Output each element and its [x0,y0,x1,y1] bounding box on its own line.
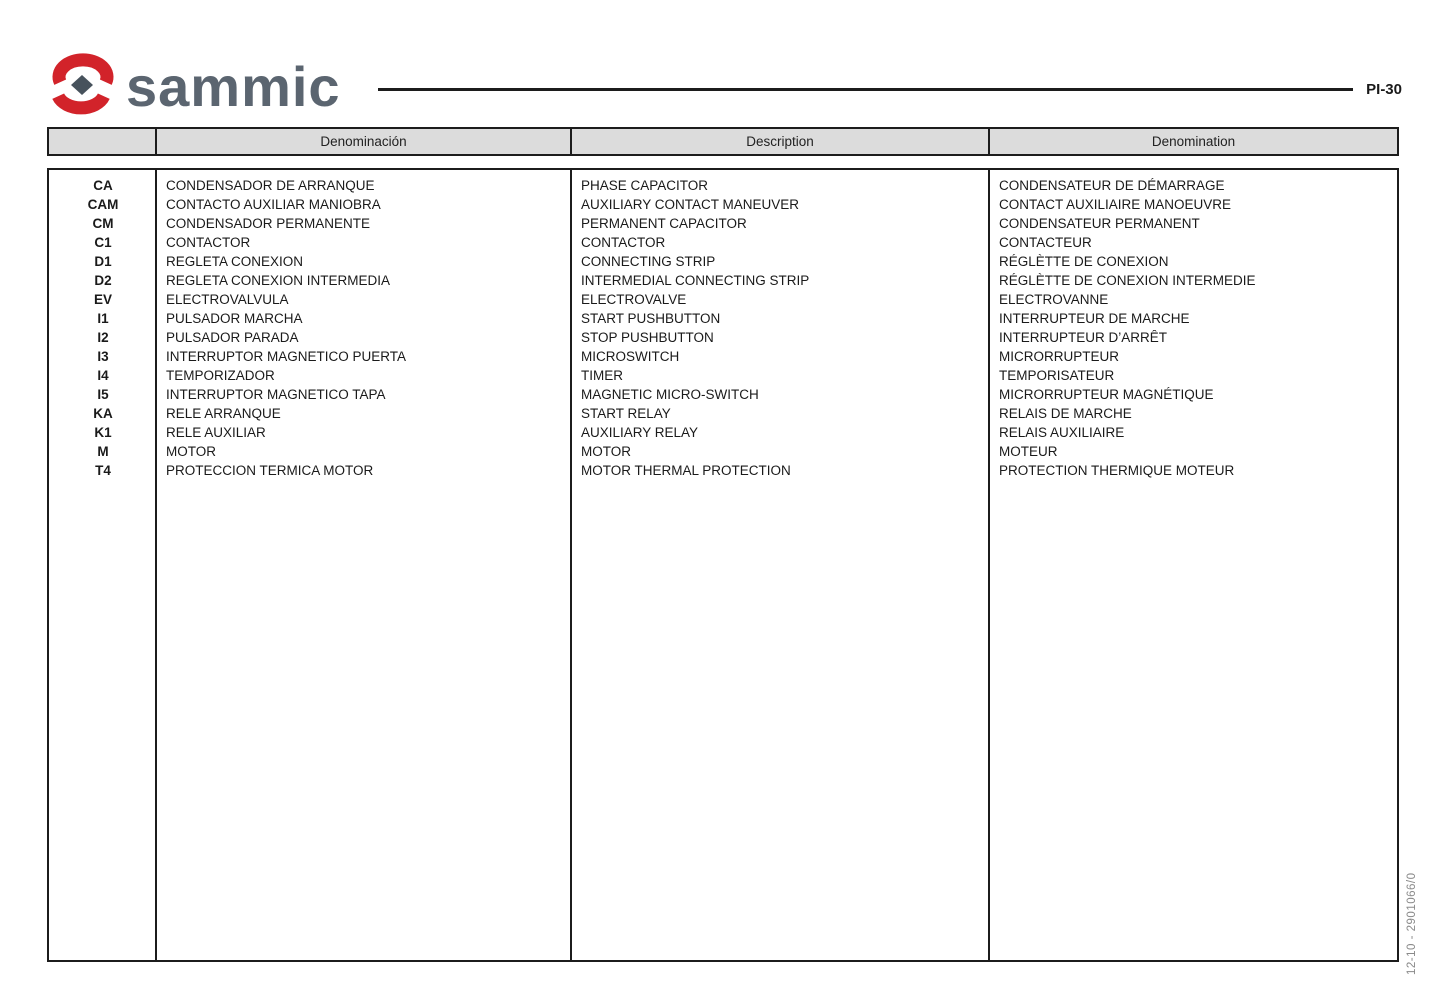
table-header-description: Description [572,129,990,154]
brand-name: sammic [126,55,341,118]
table-cell-fr: RELAIS AUXILIAIRE [999,425,1125,440]
table-cell-code: C1 [94,235,112,250]
table-cell-en: STOP PUSHBUTTON [581,330,714,345]
table-cell-fr: CONTACTEUR [999,235,1092,250]
table-cell-es: INTERRUPTOR MAGNETICO TAPA [166,387,386,402]
table-cell-code: M [97,444,109,459]
brand-logo [44,48,341,118]
table-header-code [49,129,157,154]
table-cell-es: CONDENSADOR DE ARRANQUE [166,178,375,193]
table-cell-es: INTERRUPTOR MAGNETICO PUERTA [166,349,407,364]
table-row [49,233,1397,252]
table-body [47,168,1399,962]
table-header-denomination: Denomination [1151,134,1236,149]
table-cell-code: CM [92,216,114,231]
table-cell-en: AUXILIARY RELAY [581,425,699,440]
table-cell-fr: CONDENSATEUR DE DÉMARRAGE [999,178,1225,193]
table-cell-code: K1 [94,425,112,440]
table-cell-fr: INTERRUPTEUR DE MARCHE [999,311,1190,326]
table-row [49,423,1397,442]
table-cell-es: REGLETA CONEXION [166,254,304,269]
table-cell-es: ELECTROVALVULA [166,292,289,307]
table-cell-en: CONTACTOR [581,235,666,250]
table-cell-code: KA [93,406,113,421]
table-cell-en: INTERMEDIAL CONNECTING STRIP [581,273,810,288]
table-cell-fr: MICRORRUPTEUR [999,349,1119,364]
table-cell-fr: RÉGLÈTTE DE CONEXION INTERMEDIE [999,273,1256,288]
table-cell-es: MOTOR [166,444,216,459]
table-cell-en: MAGNETIC MICRO-SWITCH [581,387,759,402]
table-body-rows [49,170,1397,480]
table-cell-code: I2 [97,330,109,345]
table-cell-fr: TEMPORISATEUR [999,368,1115,383]
table-row [49,252,1397,271]
table-cell-es: PULSADOR PARADA [166,330,299,345]
table-cell-es: REGLETA CONEXION INTERMEDIA [166,273,391,288]
page-code: PI-30 [1366,81,1402,98]
table-header [47,127,1399,156]
table-cell-fr: RELAIS DE MARCHE [999,406,1132,421]
table-cell-fr: MOTEUR [999,444,1058,459]
table-cell-code: I5 [97,387,109,402]
table-cell-code: I4 [97,368,109,383]
table-cell-en: AUXILIARY CONTACT MANEUVER [581,197,800,212]
table-cell-es: TEMPORIZADOR [166,368,275,383]
table-row [49,366,1397,385]
table-cell-es: RELE ARRANQUE [166,406,281,421]
table-row [49,347,1397,366]
table-cell-en: TIMER [581,368,623,383]
table-row [49,461,1397,480]
table-row [49,328,1397,347]
table-cell-code: CAM [87,197,119,212]
table-cell-en: PERMANENT CAPACITOR [581,216,747,231]
table-row [49,290,1397,309]
table-cell-es: RELE AUXILIAR [166,425,266,440]
table-cell-code: T4 [95,463,111,478]
table-row [49,442,1397,461]
table-cell-es: PROTECCION TERMICA MOTOR [166,463,374,478]
table-cell-fr: PROTECTION THERMIQUE MOTEUR [999,463,1235,478]
table-row [49,385,1397,404]
header-divider-line [378,88,1353,91]
table-cell-fr: INTERRUPTEUR D’ARRÊT [999,330,1168,345]
table-cell-en: MICROSWITCH [581,349,680,364]
document-number-vertical: 12-10 - 2901066/0 [1406,872,1418,975]
table-cell-en: MOTOR THERMAL PROTECTION [581,463,791,478]
table-row [49,404,1397,423]
table-cell-code: EV [93,292,112,307]
table-cell-fr: CONTACT AUXILIAIRE MANOEUVRE [999,197,1232,212]
table-cell-fr: CONDENSATEUR PERMANENT [999,216,1200,231]
table-row [49,176,1397,195]
table-cell-en: CONNECTING STRIP [581,254,716,269]
table-cell-code: CA [93,178,113,193]
sammic-logo-icon [44,50,120,118]
table-row [49,271,1397,290]
table-cell-code: I1 [97,311,109,326]
table-cell-es: CONDENSADOR PERMANENTE [166,216,371,231]
table-cell-en: MOTOR [581,444,631,459]
table-cell-en: ELECTROVALVE [581,292,687,307]
table-cell-code: I3 [97,349,109,364]
table-cell-fr: ELECTROVANNE [999,292,1109,307]
table-header-denominacion: Denominación [157,129,572,154]
table-cell-es: CONTACTO AUXILIAR MANIOBRA [166,197,381,212]
table-row [49,214,1397,233]
table-cell-es: PULSADOR MARCHA [166,311,303,326]
table-cell-fr: RÉGLÈTTE DE CONEXION [999,254,1169,269]
table-cell-fr: MICRORRUPTEUR MAGNÉTIQUE [999,387,1214,402]
table-row [49,309,1397,328]
table-cell-en: START RELAY [581,406,671,421]
table-cell-code: D2 [94,273,112,288]
table-row [49,195,1397,214]
table-cell-en: PHASE CAPACITOR [581,178,709,193]
table-cell-es: CONTACTOR [166,235,251,250]
table-cell-en: START PUSHBUTTON [581,311,721,326]
table-cell-code: D1 [94,254,112,269]
